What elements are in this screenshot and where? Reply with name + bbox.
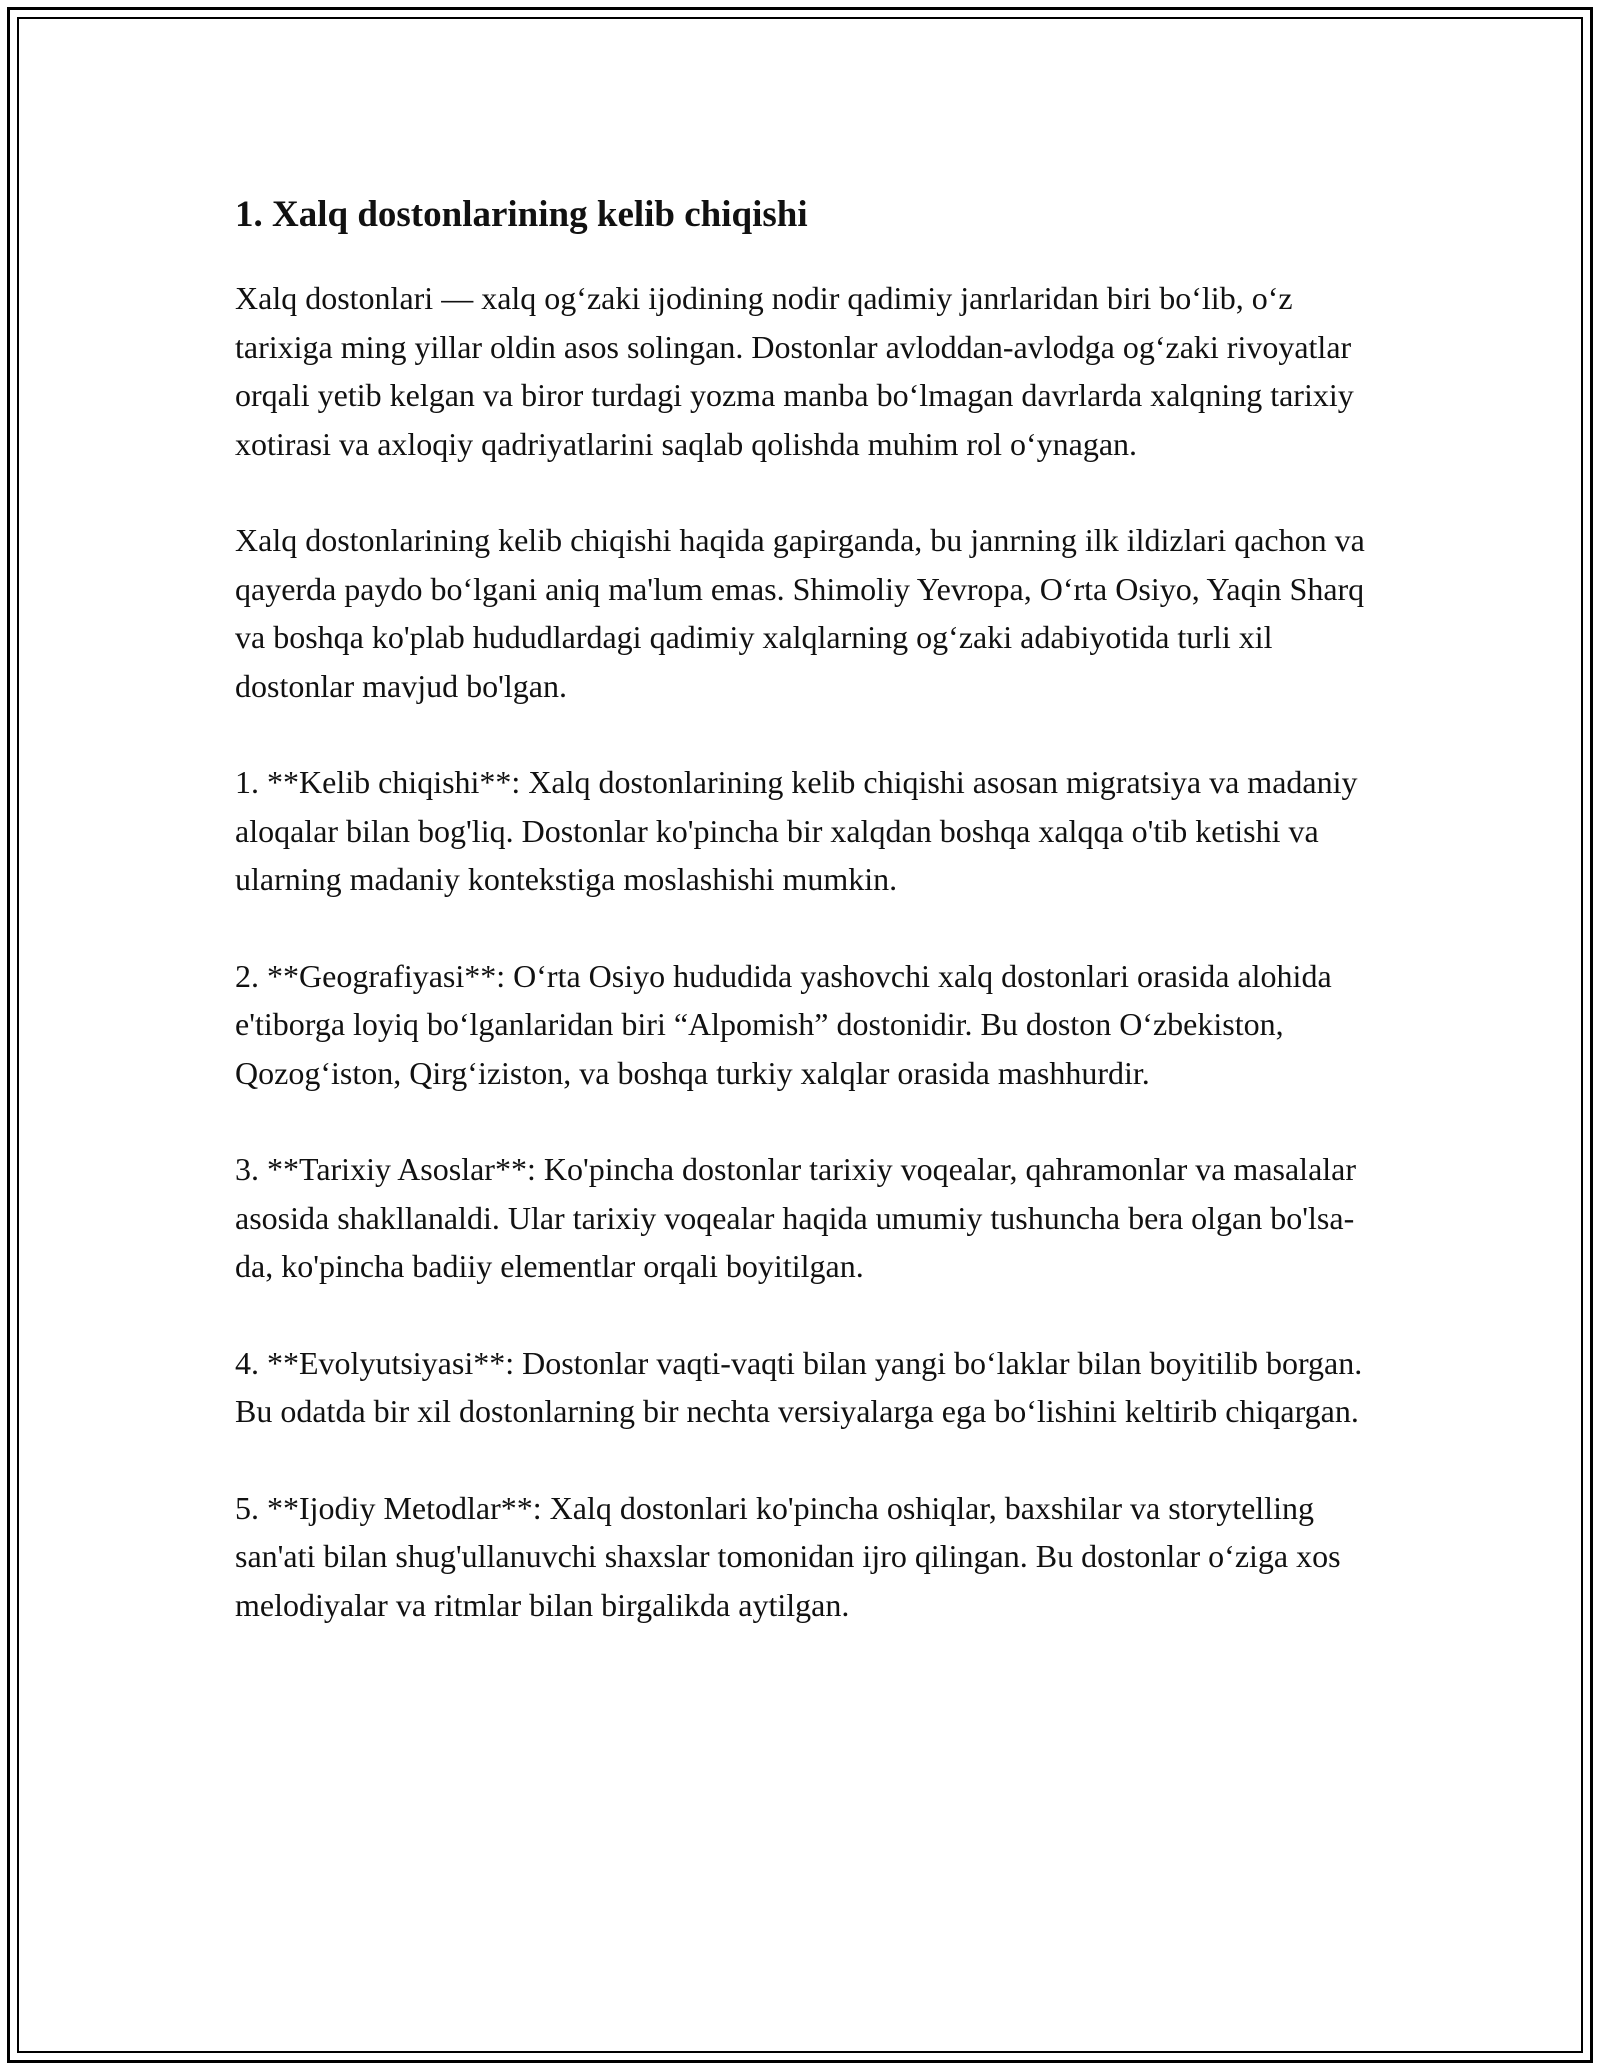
list-item-tarixiy-asoslar: 3. **Tarixiy Asoslar**: Ko'pincha dostonlar tarixiy voqealar, qahramonlar va masalalar asosida shakllanaldi. Ular tarixiy voqealar haqida umumiy tushuncha bera olgan bo'lsa-da, ko'pincha badiiy elementlar orqali boyitilgan. [235,1151,1357,1284]
document-body [235,186,1375,1677]
list-item-ijodiy-metodlar: 5. **Ijodiy Metodlar**: Xalq dostonlari ko'pincha oshiqlar, baxshilar va storytelling san'ati bilan shug'ullanuvchi shaxslar tomonidan ijro qilingan. Bu dostonlar o‘ziga xos melodiyalar va ritmlar bilan birgalikda aytilgan. [235,1489,1341,1623]
list-item-geografiyasi: 2. **Geografiyasi**: O‘rta Osiyo hududida yashovchi xalq dostonlari orasida alohida e'tiborga loyiq bo‘lganlaridan biri “Alpomish” dostonidir. Bu doston O‘zbekiston, Qozog‘iston, Qirg‘iziston, va boshqa turkiy xalqlar orasida mashhurdir. [235,957,1332,1091]
paragraph-intro: Xalq dostonlari — xalq og‘zaki ijodining nodir qadimiy janrlaridan biri bo‘lib, o‘z tarixiga ming yillar oldin asos solingan. Dostonlar avloddan-avlodga og‘zaki rivoyatlar orqali yetib kelgan va biror turdagi yozma manba bo‘lmagan davrlarda xalqning tarixiy xotirasi va axloqiy qadriyatlarini saqlab qolishda muhim rol o‘ynagan. [235,280,1354,462]
list-item-kelib-chiqishi: 1. **Kelib chiqishi**: Xalq dostonlarining kelib chiqishi asosan migratsiya va madaniy aloqalar bilan bog'liq. Dostonlar ko'pincha bir xalqdan boshqa xalqqa o'tib ketishi va ularning madaniy kontekstiga moslashishi mumkin. [235,764,1358,897]
document-title: 1. Xalq dostonlarining kelib chiqishi [235,194,808,235]
list-item-evolyutsiyasi: 4. **Evolyutsiyasi**: Dostonlar vaqti-vaqti bilan yangi bo‘laklar bilan boyitilib borgan. Bu odatda bir xil dostonlarning bir nechta versiyalarga ega bo‘lishini keltirib chiqargan. [235,1344,1363,1429]
paragraph-origins: Xalq dostonlarining kelib chiqishi haqida gapirganda, bu janrning ilk ildizlari qachon va qayerda paydo bo‘lgani aniq ma'lum emas. Shimoliy Yevropa, O‘rta Osiyo, Yaqin Sharq va boshqa ko'plab hududlardagi qadimiy xalqlarning og‘zaki adabiyotida turli xil dostonlar mavjud bo'lgan. [235,522,1365,704]
